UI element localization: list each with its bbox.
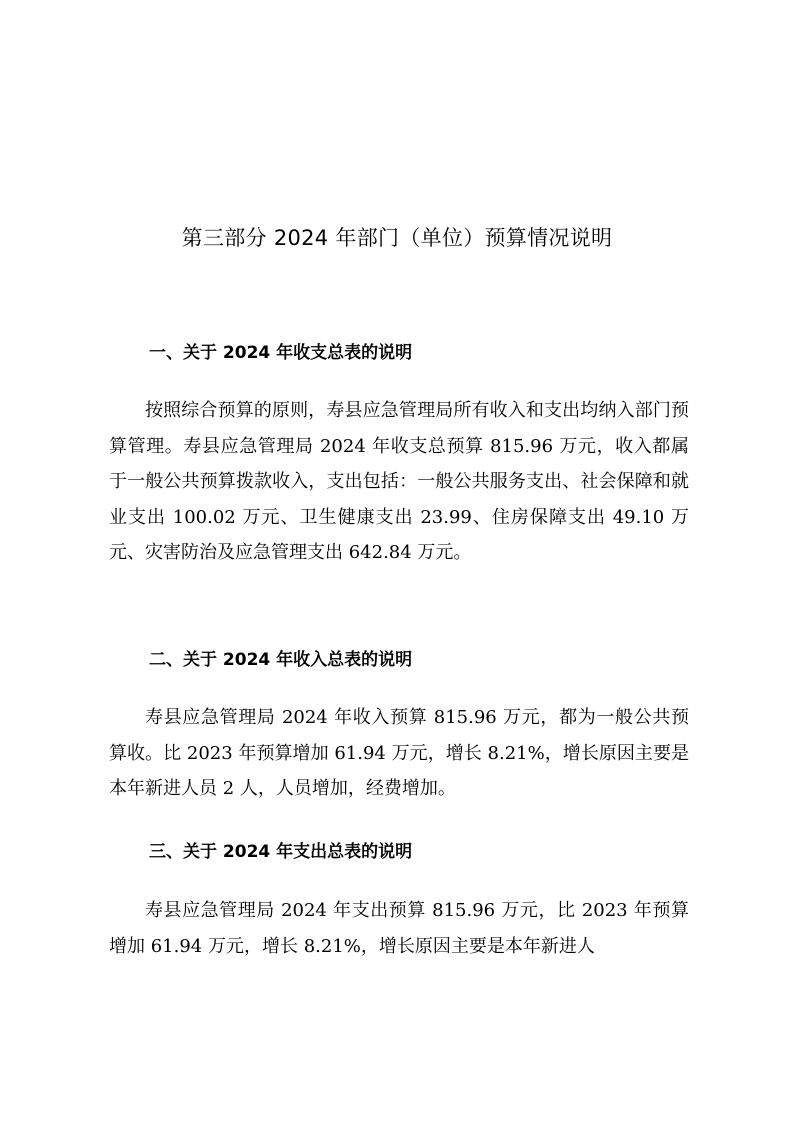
page-title: 第三部分 2024 年部门（单位）预算情况说明 bbox=[181, 226, 613, 250]
section-heading-income-expenditure-summary: 一、关于 2024 年收支总表的说明 bbox=[149, 343, 413, 363]
section-heading-income-summary: 二、关于 2024 年收入总表的说明 bbox=[149, 650, 413, 670]
section-body-income-expenditure-summary: 按照综合预算的原则，寿县应急管理局所有收入和支出均纳入部门预算管理。寿县应急管理局 2024 年收支总预算 815.96 万元，收入都属于一般公共预算拨款收入，支出包括：一般公共服务支出、社会保障和就业支出 100.02 万元、卫生健康支出 23.99、住房保障支出 49.10 万元、灾害防治及应急管理支出 642.84 万元。 bbox=[109, 400, 689, 563]
section-body-income-summary: 寿县应急管理局 2024 年收入预算 815.96 万元，都为一般公共预算收。比 2023 年预算增加 61.94 万元，增长 8.21%，增长原因主要是本年新进人员 2 人，人员增加，经费增加。 bbox=[109, 707, 689, 799]
section-body-expenditure-summary: 寿县应急管理局 2024 年支出预算 815.96 万元，比 2023 年预算增加 61.94 万元，增长 8.21%，增长原因主要是本年新进人 bbox=[109, 900, 689, 957]
section-heading-expenditure-summary: 三、关于 2024 年支出总表的说明 bbox=[149, 842, 413, 862]
